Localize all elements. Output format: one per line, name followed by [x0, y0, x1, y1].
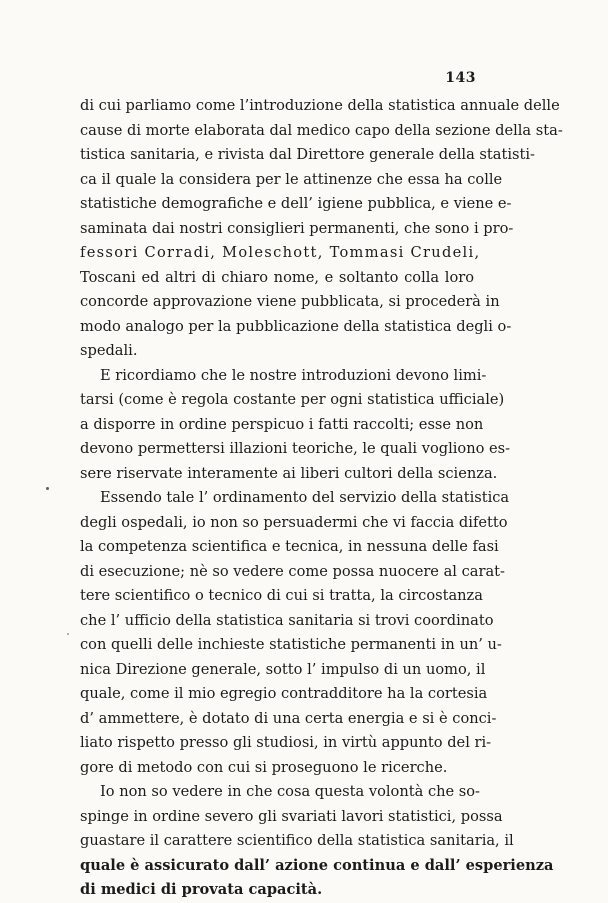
text-line: Essendo tale l’ ordinamento del servizio della statistica [100, 489, 510, 506]
paper-speck [67, 633, 69, 635]
body-text [80, 94, 563, 903]
text-line: Toscani ed altri di chiaro nome, e soltanto colla loro [80, 268, 474, 286]
text-line: a disporre in ordine perspicuo i fatti raccolti; esse non [80, 415, 484, 433]
text-line: cause di morte elaborata dal medico capo della sezione della sta- [80, 121, 563, 139]
text-line: E ricordiamo che le nostre introduzioni devono limi- [100, 366, 487, 384]
text-line: tarsi (come è regola costante per ogni statistica ufficiale) [80, 391, 505, 408]
text-line: modo analogo per la pubblicazione della statistica degli o- [80, 317, 512, 335]
text-line: sere riservate interamente ai liberi cultori della scienza. [80, 464, 498, 482]
text-line: fessori Corradi, Moleschott, Tommasi Crudeli, [80, 244, 481, 261]
text-line: statistiche demografiche e dell’ igiene pubblica, e viene e- [80, 195, 512, 212]
text-line: concorde approvazione viene pubblicata, si procederà in [80, 293, 500, 310]
text-line: di cui parliamo come l’introduzione della statistica annuale delle [80, 97, 560, 114]
text-line: d’ ammettere, è dotato di una certa energia e si è conci- [80, 709, 497, 727]
text-line: Io non so vedere in che cosa questa volontà che so- [100, 783, 480, 800]
text-line: tistica sanitaria, e rivista dal Direttore generale della statisti- [80, 146, 535, 163]
text-line: che l’ ufficio della statistica sanitaria si trovi coordinato [80, 611, 494, 629]
text-line: saminata dai nostri consiglieri permanenti, che sono i pro- [80, 219, 514, 237]
text-line: di medici di provata capacità. [80, 881, 323, 898]
text-line: degli ospedali, io non so persuadermi che vi faccia difetto [80, 513, 508, 531]
text-line: di esecuzione; nè so vedere come possa nuocere al carat- [80, 562, 505, 580]
text-line: devono permettersi illazioni teoriche, le quali vogliono es- [80, 440, 511, 457]
paper-speck [46, 487, 49, 490]
text-line: la competenza scientifica e tecnica, in nessuna delle fasi [80, 538, 499, 555]
text-line: quale è assicurato dall’ azione continua e dall’ esperienza [80, 856, 554, 874]
page-number: 143 [445, 70, 476, 86]
text-line: spinge in ordine severo gli svariati lavori statistici, possa [80, 807, 503, 825]
text-line: gore di metodo con cui si proseguono le ricerche. [80, 758, 448, 776]
text-line: spedali. [80, 342, 138, 359]
text-line: tere scientifico o tecnico di cui si tratta, la circostanza [80, 587, 483, 604]
text-line: quale, come il mio egregio contradditore ha la cortesia [80, 685, 488, 702]
text-line: guastare il carattere scientifico della statistica sanitaria, il [80, 832, 514, 849]
text-line: ca il quale la considera per le attinenze che essa ha colle [80, 170, 503, 188]
text-line: nica Direzione generale, sotto l’ impulso di un uomo, il [80, 660, 486, 678]
text-line: con quelli delle inchieste statistiche permanenti in un’ u- [80, 636, 502, 653]
text-line: liato rispetto presso gli studiosi, in virtù appunto del ri- [80, 734, 492, 751]
